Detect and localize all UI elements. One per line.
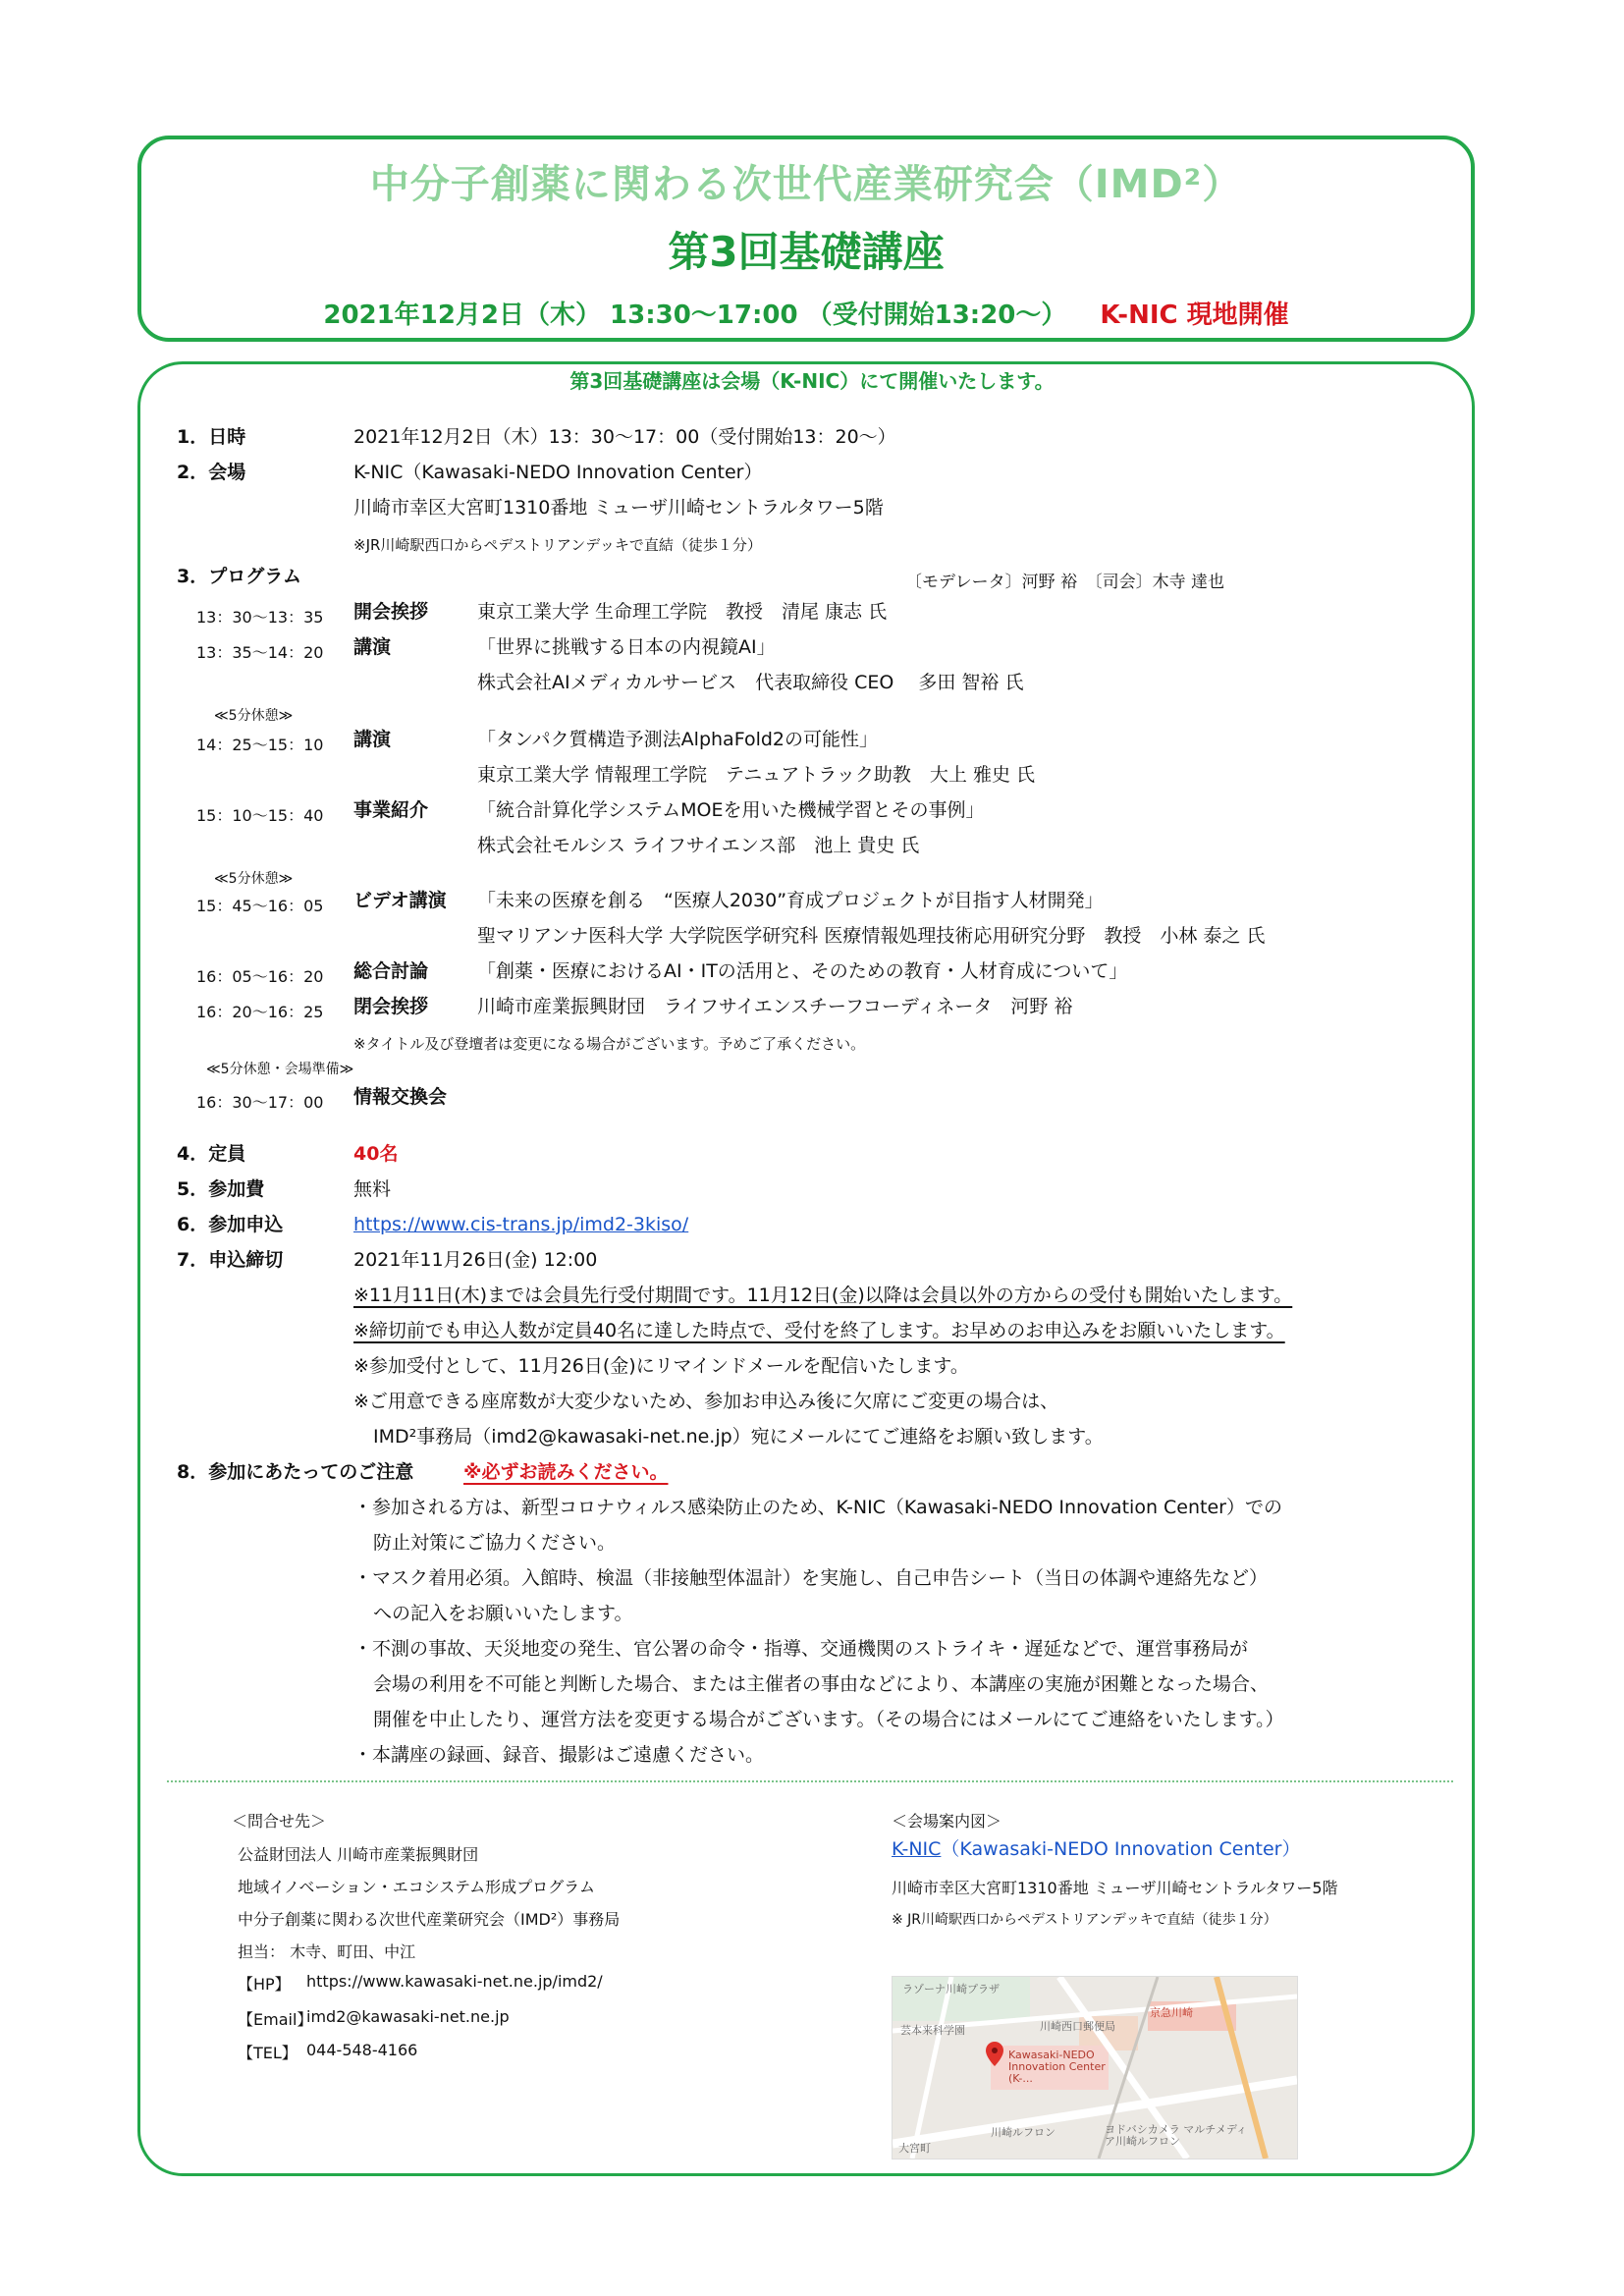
program-line: 「未来の医療を創る “医療人2030”育成プロジェクトが目指す人材開発」 [477, 890, 1104, 911]
program-time: 16：30～17：00 [196, 1093, 324, 1112]
apply-label: 6．参加申込 [177, 1214, 284, 1235]
page-subtitle: 第3回基礎講座 [668, 228, 945, 276]
program-label: 3．プログラム [177, 566, 302, 587]
page-title: 中分子創薬に関わる次世代産業研究会（IMD²） [369, 162, 1243, 207]
fee-label: 5．参加費 [177, 1178, 265, 1200]
tel-label: 【TEL】 [238, 2044, 298, 2062]
contact-heading: ＜問合せ先＞ [232, 1812, 327, 1831]
caution-line: ・マスク着用必須。入館時、検温（非接触型体温計）を実施し、自己申告シート（当日の体調や連絡先など） [353, 1567, 1269, 1589]
map-label: ラゾーナ川崎プラザ [902, 1983, 1000, 1995]
program-note: ※タイトル及び登壇者は変更になる場合がございます。予めご了承ください。 [353, 1035, 866, 1053]
venue-address: 川崎市幸区大宮町1310番地 ミューザ川崎セントラルタワー5階 [353, 497, 884, 519]
caution-line: 開催を中止したり、運営方法を変更する場合がございます。（その場合にはメールにてご連絡をいたします。） [373, 1709, 1284, 1730]
date-line [141, 295, 1471, 331]
program-line: 東京工業大学 生命理工学院 教授 清尾 康志 氏 [477, 601, 888, 623]
program-break: ≪5分休憩≫ [214, 871, 294, 887]
capacity-value: 40名 [353, 1143, 399, 1165]
tel-value: 044-548-4166 [306, 2041, 418, 2059]
program-type: 講演 [353, 729, 392, 750]
access-address: 川崎市幸区大宮町1310番地 ミューザ川崎セントラルタワー5階 [892, 1879, 1338, 1897]
apply-link[interactable]: https://www.cis-trans.jp/imd2-3kiso/ [353, 1214, 689, 1235]
venue-note: ※JR川崎駅西口からペデストリアンデッキで直結（徒歩１分） [353, 536, 762, 554]
program-time: 13：30～13：35 [196, 608, 324, 627]
map-label: 川崎ルフロン [991, 2126, 1056, 2139]
hp-link[interactable]: https://www.kawasaki-net.ne.jp/imd2/ [306, 1972, 603, 1991]
program-line: 「創薬・医療におけるAI・ITの活用と、そのための教育・人材育成について」 [477, 960, 1128, 982]
caution-line: 防止対策にご協力ください。 [373, 1532, 617, 1554]
venue-map[interactable] [892, 1976, 1298, 2159]
program-break: ≪5分休憩・会場準備≫ [206, 1062, 354, 1077]
program-speaker: 聖マリアンナ医科大学 大学院医学研究科 医療情報処理技術応用研究分野 教授 小林 泰之 氏 [477, 925, 1266, 947]
access-note: ※ JR川崎駅西口からペデストリアンデッキで直結（徒歩１分） [892, 1912, 1277, 1928]
deadline-value: 2021年11月26日(金) 12:00 [353, 1249, 598, 1271]
hp-label: 【HP】 [238, 1975, 291, 1994]
program-moderator: 〔モデレータ〕河野 裕 〔司会〕木寺 達也 [905, 573, 1224, 592]
contact-line: 地域イノベーション・エコシステム形成プログラム [238, 1878, 596, 1896]
divider [167, 1780, 1453, 1782]
program-line: 川崎市産業振興財団 ライフサイエンスチーフコーディネータ 河野 裕 [477, 996, 1073, 1017]
program-line: 「タンパク質構造予測法AlphaFold2の可能性」 [477, 729, 878, 750]
caution-label: 8．参加にあたってのご注意 [177, 1461, 414, 1483]
program-time: 15：10～15：40 [196, 806, 324, 825]
capacity-label: 4．定員 [177, 1143, 246, 1165]
contact-line: 担当： 木寺、町田、中江 [238, 1942, 416, 1961]
email-link[interactable]: imd2@kawasaki-net.ne.jp [306, 2007, 510, 2026]
caution-line: ・参加される方は、新型コロナウィルス感染防止のため、K-NIC（Kawasaki-NEDO Innovation Center）での [353, 1497, 1282, 1518]
program-type: 開会挨拶 [353, 601, 429, 623]
date-label: 1．日時 [177, 426, 246, 448]
deadline-note: ※締切前でも申込人数が定員40名に達した時点で、受付を終了します。お早めのお申込みをお願いいたします。 [353, 1320, 1285, 1341]
program-break: ≪5分休憩≫ [214, 708, 294, 724]
content-box [137, 361, 1475, 2176]
program-speaker: 東京工業大学 情報理工学院 テニュアトラック助教 大上 雅史 氏 [477, 764, 1035, 786]
program-time: 13：35～14：20 [196, 643, 324, 662]
program-time: 15：45～16：05 [196, 897, 324, 915]
deadline-note: ※11月11日(木)までは会員先行受付期間です。11月12日(金)以降は会員以外の方からの受付も開始いたします。 [353, 1285, 1293, 1306]
date-text: 2021年12月2日（木） 13:30～17:00 （受付開始13:20～） [323, 301, 1067, 330]
notice-text: 第3回基礎講座は会場（K-NIC）にて開催いたします。 [569, 369, 1055, 393]
program-type: 閉会挨拶 [353, 996, 429, 1017]
deadline-note: ※参加受付として、11月26日(金)にリマインドメールを配信いたします。 [353, 1355, 969, 1377]
program-time: 16：20～16：25 [196, 1003, 324, 1021]
email-label: 【Email】 [238, 2010, 313, 2029]
program-type: ビデオ講演 [353, 890, 447, 911]
deadline-label: 7．申込締切 [177, 1249, 284, 1271]
caution-line: への記入をお願いいたします。 [373, 1603, 633, 1624]
deadline-note: ※ご用意できる座席数が大変少ないため、参加お申込み後に欠席にご変更の場合は、 [353, 1391, 1059, 1412]
map-label: 川崎西口郵便局 [1040, 2020, 1115, 2033]
map-label: Kawasaki-NEDO Innovation Center (K-... [1008, 2049, 1106, 2086]
program-type: 事業紹介 [353, 799, 429, 821]
access-name-rest: （Kawasaki-NEDO Innovation Center） [941, 1838, 1301, 1860]
access-heading: ＜会場案内図＞ [892, 1812, 1002, 1831]
header-box [137, 136, 1475, 342]
map-label: ヨドバシカメラ マルチメディア川崎ルフロン [1105, 2123, 1247, 2149]
must-read-text: ※必ずお読みください。 [463, 1461, 669, 1483]
caution-line: ・本講座の録画、録音、撮影はご遠慮ください。 [353, 1744, 765, 1766]
caution-line: 会場の利用を不可能と判断した場合、または主催者の事由などにより、本講座の実施が困難となった場合、 [373, 1673, 1270, 1695]
program-line: 「世界に挑戦する日本の内視鏡AI」 [477, 636, 776, 658]
caution-line: ・不測の事故、天災地変の発生、官公署の命令・指導、交通機関のストライキ・遅延などで、運営事務局が [353, 1638, 1249, 1660]
map-label: 京急川崎 [1150, 2006, 1193, 2019]
venue-name: K-NIC（Kawasaki-NEDO Innovation Center） [353, 462, 763, 483]
program-type: 講演 [353, 636, 392, 658]
program-type: 総合討論 [353, 960, 429, 982]
deadline-note: IMD²事務局（imd2@kawasaki-net.ne.jp）宛にメールにてご連絡をお願い致します。 [373, 1426, 1104, 1448]
map-label: 大宮町 [898, 2142, 931, 2155]
map-label: 芸本来科学園 [900, 2024, 965, 2037]
venue-label: 2．会場 [177, 462, 246, 483]
access-link[interactable]: K-NIC [892, 1838, 942, 1860]
program-time: 14：25～15：10 [196, 736, 324, 754]
contact-line: 公益財団法人 川崎市産業振興財団 [238, 1845, 479, 1864]
venue-text: K-NIC 現地開催 [1100, 301, 1289, 330]
date-value: 2021年12月2日（木）13：30～17：00（受付開始13：20～） [353, 426, 896, 448]
program-time: 16：05～16：20 [196, 967, 324, 986]
program-speaker: 株式会社モルシス ライフサイエンス部 池上 貴史 氏 [477, 835, 920, 856]
program-speaker: 株式会社AIメディカルサービス 代表取締役 CEO 多田 智裕 氏 [477, 672, 1024, 693]
program-line: 「統合計算化学システムMOEを用いた機械学習とその事例」 [477, 799, 985, 821]
access-name [892, 1840, 1300, 1859]
fee-value: 無料 [353, 1178, 392, 1200]
program-type: 情報交換会 [353, 1086, 448, 1108]
contact-line: 中分子創薬に関わる次世代産業研究会（IMD²）事務局 [238, 1910, 621, 1929]
